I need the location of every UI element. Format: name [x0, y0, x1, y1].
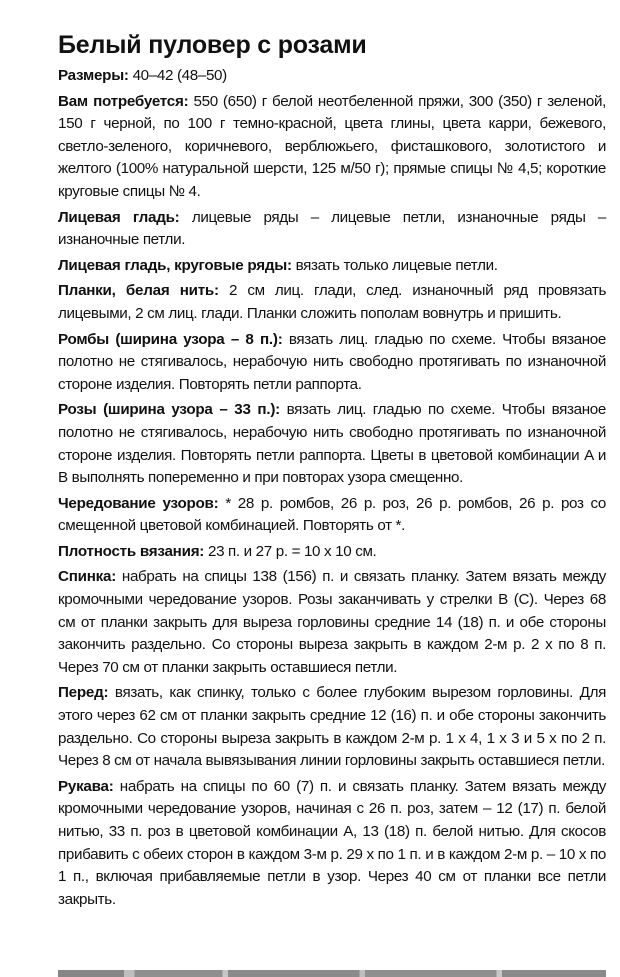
section-label: Рукава: — [58, 777, 114, 795]
section-pattern-order — [58, 493, 606, 538]
section-diamonds — [58, 329, 606, 397]
section-bands — [58, 280, 606, 325]
section-stockinette-round — [58, 255, 606, 278]
section-materials — [58, 91, 606, 204]
section-label: Чередование узоров: — [58, 494, 219, 512]
section-label: Планки, белая нить: — [58, 282, 219, 300]
cut-off-text-fragment — [58, 970, 606, 977]
section-text: 40–42 (48–50) — [128, 67, 227, 84]
section-gauge — [58, 541, 606, 564]
section-text: вязать лиц. гладью по схеме. Чтобы вязаное полотно не стягивалось, нерабочую нить свободно протягивать по изнаночной стороне изделия. Повторять петли раппорта. — [58, 330, 606, 393]
section-text: * 28 р. ромбов, 26 р. роз, 26 р. ромбов, 26 р. роз со смещенной цветовой комбинацией. Повторять от *. — [58, 494, 606, 535]
section-text: набрать на спицы 138 (156) п. и связать планку. Затем вязать между кромочными чередование узоров. Розы заканчивать у стрелки B (C). Через 68 см от планки закрыть для выреза горловины средние 14 (18) п. и обе стороны закончить раздельно. Со стороны выреза закрыть в каждом 2-м р. 2 х по 8 п. Через 70 см от планки закрыть оставшиеся петли. — [58, 568, 606, 676]
section-label: Перед: — [58, 684, 109, 702]
section-front — [58, 682, 606, 772]
section-text: вязать, как спинку, только с более глубоким вырезом горловины. Для этого через 62 см от планки закрыть средние 12 (16) п. и обе стороны закончить раздельно. Со стороны выреза закрыть в каждом 2-м р. 1 х 4, 1 х 3 и 5 х по 2 п. Через 8 см от начала вывязывания линии горловины закрыть оставшиеся петли. — [58, 684, 606, 770]
article-title: Белый пуловер с розами — [58, 31, 367, 59]
section-text: 2 см лиц. глади, след. изнаночный ряд провязать лицевыми, 2 см лиц. глади. Планки сложить пополам вовнутрь и пришить. — [58, 282, 607, 322]
section-text: вязать только лицевые петли. — [291, 256, 498, 274]
section-text: 23 п. и 27 р. = 10 х 10 см. — [204, 542, 377, 560]
section-text: 550 (650) г белой неотбеленной пряжи, 300 (350) г зеленой, 150 г черной, по 100 г темно-красной, цвета глины, цвета карри, бежевого, светло-зеленого, коричневого, верблюжьего, фисташкового, золотистого и желтого (100% натуральной шерсти, 125 м/50 г); прямые спицы № 4,5; короткие круговые спицы № 4. — [58, 92, 606, 200]
section-text: лицевые ряды – лицевые петли, изнаночные ряды – изнаночные петли. — [58, 208, 606, 249]
section-label: Вам потребуется: — [58, 92, 189, 110]
section-roses — [58, 399, 606, 489]
section-label: Размеры: — [58, 67, 129, 84]
section-label: Плотность вязания: — [58, 542, 205, 560]
section-sizes — [58, 65, 606, 88]
section-label: Лицевая гладь, круговые ряды: — [58, 256, 292, 274]
section-label: Спинка: — [58, 568, 117, 586]
section-label: Лицевая гладь: — [58, 208, 180, 226]
section-sleeves — [58, 776, 606, 912]
article — [58, 30, 606, 914]
section-back — [58, 566, 606, 679]
section-text: набрать на спицы по 60 (7) п. и связать планку. Затем вязать между кромочными чередование узоров, начиная с 26 п. роз, затем – 12 (17) п. белой нитью, 33 п. роз в цветовой комбинации A, 13 (18) п. белой нитью. Для скосов прибавить с обеих сторон в каждом 3-м р. 29 х по 1 п. и в каждом 2-м р. – 10 х по 1 п., включая прибавляемые петли в узор. Через 40 см от планки все петли закрыть. — [58, 777, 606, 908]
section-label: Ромбы (ширина узора – 8 п.): — [58, 330, 283, 348]
section-text: вязать лиц. гладью по схеме. Чтобы вязаное полотно не стягивалось, нерабочую нить свободно протягивать по изнаночной стороне изделия. Повторять петли раппорта. Цветы в цветовой комбинации A и B выполнять попеременно и при повторах узора смещенно. — [58, 401, 606, 487]
section-label: Розы (ширина узора – 33 п.): — [58, 401, 280, 419]
section-stockinette — [58, 207, 606, 252]
cut-off-next-line — [58, 964, 606, 977]
